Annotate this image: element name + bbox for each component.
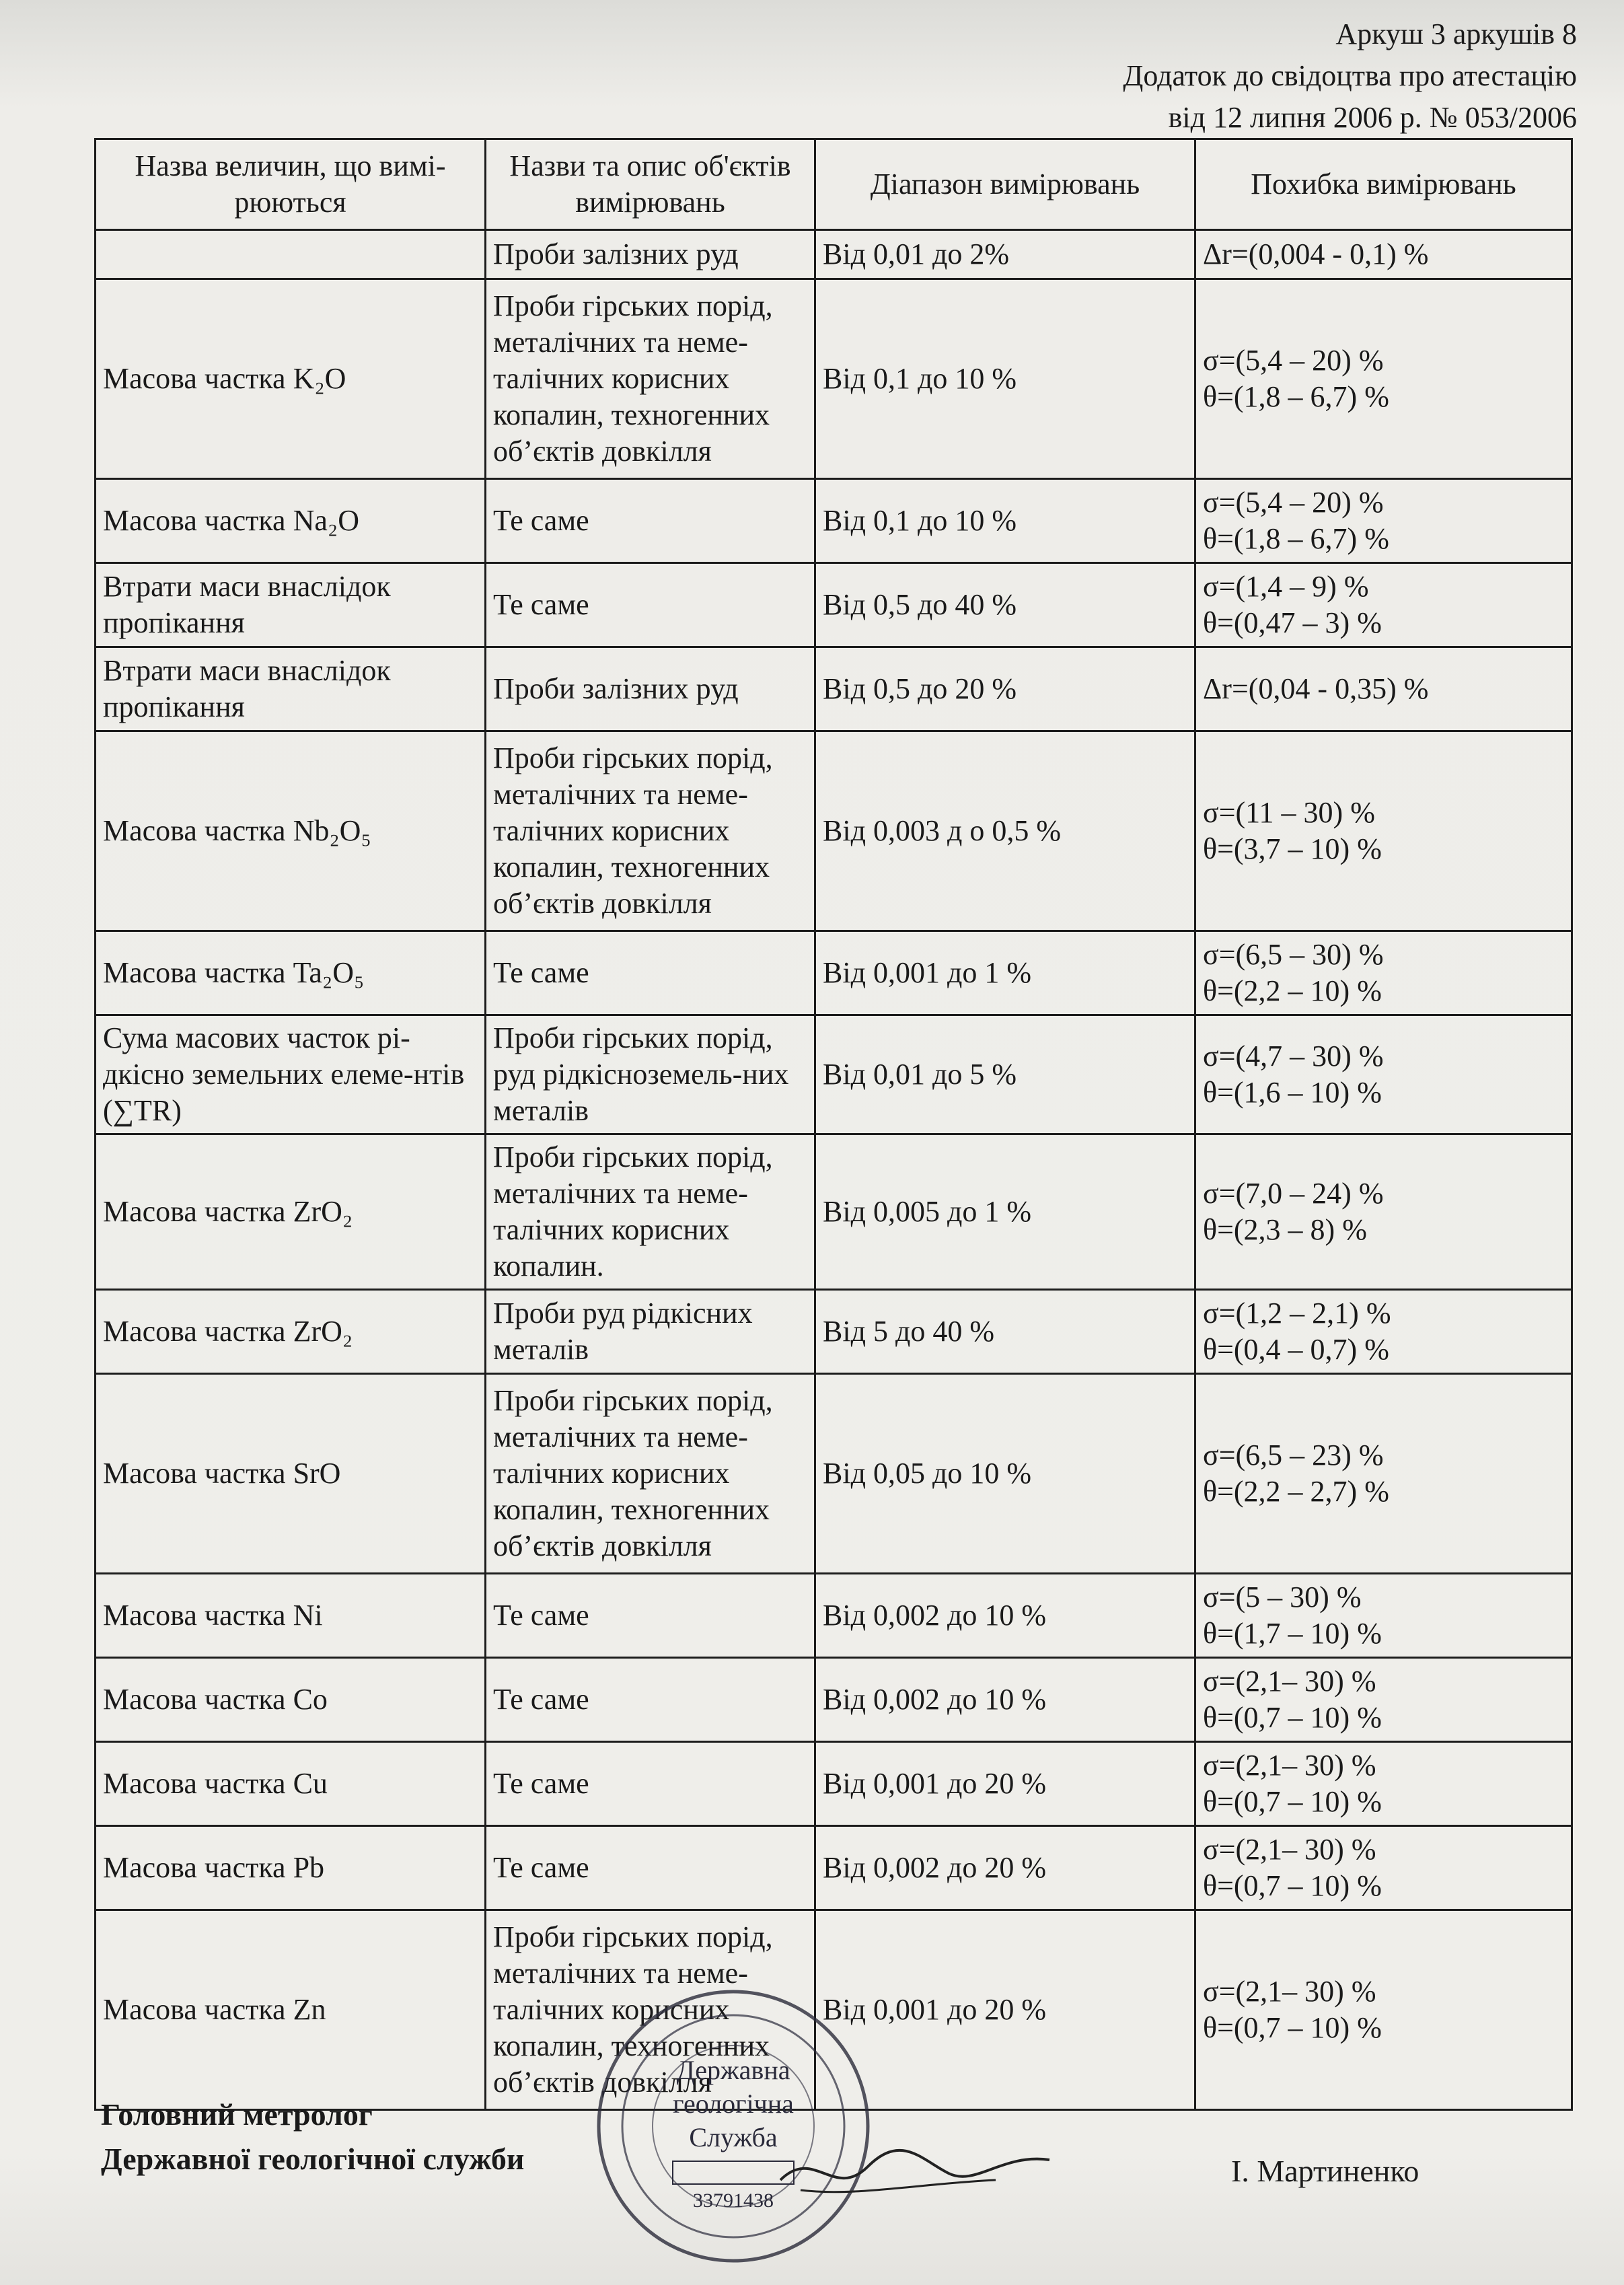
- error-sigma: σ=(1,2 – 2,1) %: [1203, 1297, 1391, 1330]
- appendix-title: Додаток до свідоцтва про атестацію: [1123, 59, 1577, 92]
- error-sigma: σ=(6,5 – 30) %: [1203, 938, 1384, 971]
- table-row: [96, 1134, 1572, 1290]
- error-theta: θ=(1,7 – 10) %: [1203, 1617, 1382, 1650]
- error-sigma: σ=(1,4 – 9) %: [1203, 570, 1369, 603]
- cell-range: Від 5 до 40 %: [815, 1290, 1195, 1374]
- cell-object: Те саме: [486, 1742, 815, 1826]
- signatory-name: І. Мартиненко: [1231, 2154, 1419, 2188]
- error-sigma: σ=(2,1– 30) %: [1203, 1665, 1376, 1698]
- cell-object: Проби гірських порід, металічних та неме-талічних корисних копалин, техногенних об’єктів довкілля: [486, 731, 815, 931]
- cell-quantity: Масова частка Zn: [96, 1910, 486, 2110]
- cell-object: Те саме: [486, 1826, 815, 1910]
- error-sigma: σ=(5 – 30) %: [1203, 1581, 1362, 1613]
- cell-object: Проби руд рідкісних металів: [486, 1290, 815, 1374]
- error-sigma: σ=(2,1– 30) %: [1203, 1833, 1376, 1866]
- cell-range: Від 0,1 до 10 %: [815, 479, 1195, 563]
- header-error: Похибка вимірювань: [1195, 139, 1572, 230]
- error-sigma: σ=(2,1– 30) %: [1203, 1975, 1376, 2008]
- table-row: [96, 1742, 1572, 1826]
- cell-quantity: Масова частка K₂O: [96, 279, 486, 479]
- cell-quantity: Масова частка Co: [96, 1658, 486, 1742]
- cell-quantity: Сума масових часток рі-дкісно земельних елеме-нтів (∑TR): [96, 1015, 486, 1134]
- cell-range: Від 0,002 до 20 %: [815, 1826, 1195, 1910]
- cell-error: [1195, 731, 1572, 931]
- table-row: [96, 1290, 1572, 1374]
- cell-quantity: Масова частка SrO: [96, 1374, 486, 1574]
- cell-error: [1195, 1290, 1572, 1374]
- error-theta: θ=(0,7 – 10) %: [1203, 1869, 1382, 1902]
- cell-error: [1195, 647, 1572, 731]
- table-row: [96, 1574, 1572, 1658]
- cell-quantity: Масова частка Pb: [96, 1826, 486, 1910]
- cell-error: [1195, 1658, 1572, 1742]
- error-theta: θ=(0,7 – 10) %: [1203, 1785, 1382, 1818]
- cell-quantity: Масова частка Ta₂O₅: [96, 931, 486, 1015]
- table-row: [96, 731, 1572, 931]
- error-sigma: σ=(7,0 – 24) %: [1203, 1177, 1384, 1210]
- cell-error: [1195, 279, 1572, 479]
- error-theta: θ=(1,6 – 10) %: [1203, 1076, 1382, 1109]
- table-row: [96, 230, 1572, 279]
- official-seal: [592, 1985, 875, 2268]
- document-header: [1123, 13, 1577, 139]
- cell-object: Проби гірських порід, руд рідкісноземель-них металів: [486, 1015, 815, 1134]
- cell-quantity: Масова частка Nb₂O₅: [96, 731, 486, 931]
- cell-error: [1195, 230, 1572, 279]
- error-theta: θ=(2,3 – 8) %: [1203, 1213, 1367, 1246]
- cell-error: [1195, 1015, 1572, 1134]
- cell-object: Проби гірських порід, металічних та неме-талічних корисних копалин.: [486, 1134, 815, 1290]
- signatory-position: [101, 2093, 524, 2181]
- error-theta: θ=(2,2 – 2,7) %: [1203, 1475, 1389, 1508]
- cell-quantity: Масова частка ZrO₂: [96, 1290, 486, 1374]
- table-row: [96, 647, 1572, 731]
- measurements-table: [94, 138, 1573, 2111]
- cell-error: [1195, 1574, 1572, 1658]
- cell-quantity: Масова частка ZrO₂: [96, 1134, 486, 1290]
- table-row: [96, 1374, 1572, 1574]
- seal-line-1: Державна: [676, 2055, 790, 2085]
- cell-quantity: Масова частка Cu: [96, 1742, 486, 1826]
- seal-code: 33791438: [693, 2189, 774, 2212]
- cell-object: Проби залізних руд: [486, 647, 815, 731]
- table-row: [96, 1658, 1572, 1742]
- error-theta: θ=(0,7 – 10) %: [1203, 2011, 1382, 2044]
- cell-quantity: Масова частка Na₂O: [96, 479, 486, 563]
- error-primary: Δr=(0,04 - 0,35) %: [1203, 672, 1429, 705]
- table-row: [96, 563, 1572, 647]
- cell-object: Те саме: [486, 931, 815, 1015]
- cell-range: Від 0,5 до 20 %: [815, 647, 1195, 731]
- cell-range: Від 0,005 до 1 %: [815, 1134, 1195, 1290]
- table-row: [96, 279, 1572, 479]
- header-range: Діапазон вимірювань: [815, 139, 1195, 230]
- error-theta: θ=(0,47 – 3) %: [1203, 606, 1382, 639]
- cell-range: Від 0,002 до 10 %: [815, 1574, 1195, 1658]
- header-quantity: Назва величин, що вимі-рюються: [96, 139, 486, 230]
- table-header-row: [96, 139, 1572, 230]
- header-objects: Назви та опис об'єктів вимірювань: [486, 139, 815, 230]
- handwritten-signature: [774, 2133, 1056, 2207]
- cell-range: Від 0,003 д о 0,5 %: [815, 731, 1195, 931]
- cell-object: Те саме: [486, 563, 815, 647]
- cell-range: Від 0,05 до 10 %: [815, 1374, 1195, 1574]
- error-theta: θ=(1,8 – 6,7) %: [1203, 380, 1389, 413]
- cell-error: [1195, 563, 1572, 647]
- cell-error: [1195, 1134, 1572, 1290]
- table-row: [96, 931, 1572, 1015]
- table-row: [96, 1826, 1572, 1910]
- cell-range: Від 0,001 до 20 %: [815, 1910, 1195, 2110]
- cell-object: Проби гірських порід, металічних та неме-талічних корисних копалин, техногенних об’єктів довкілля: [486, 1910, 815, 2110]
- seal-line-2: геологічна: [673, 2089, 794, 2119]
- cell-range: Від 0,001 до 1 %: [815, 931, 1195, 1015]
- error-sigma: σ=(11 – 30) %: [1203, 796, 1375, 829]
- cell-error: [1195, 479, 1572, 563]
- cell-object: Те саме: [486, 1658, 815, 1742]
- table-row: [96, 1015, 1572, 1134]
- position-line-2: Державної геологічної служби: [101, 2142, 525, 2176]
- cell-object: Те саме: [486, 479, 815, 563]
- error-primary: Δr=(0,004 - 0,1) %: [1203, 238, 1429, 270]
- error-theta: θ=(2,2 – 10) %: [1203, 974, 1382, 1007]
- certificate-date-number: від 12 липня 2006 р. № 053/2006: [1168, 101, 1577, 134]
- cell-error: [1195, 1374, 1572, 1574]
- error-sigma: σ=(5,4 – 20) %: [1203, 486, 1384, 519]
- cell-error: [1195, 1742, 1572, 1826]
- cell-range: Від 0,002 до 10 %: [815, 1658, 1195, 1742]
- cell-range: Від 0,1 до 10 %: [815, 279, 1195, 479]
- error-theta: θ=(0,7 – 10) %: [1203, 1701, 1382, 1734]
- cell-quantity: Масова частка Ni: [96, 1574, 486, 1658]
- error-theta: θ=(3,7 – 10) %: [1203, 832, 1382, 865]
- seal-line-3: Служба: [689, 2122, 778, 2152]
- position-line-1: Головний метролог: [101, 2097, 373, 2132]
- cell-object: Те саме: [486, 1574, 815, 1658]
- cell-error: [1195, 931, 1572, 1015]
- error-sigma: σ=(4,7 – 30) %: [1203, 1040, 1384, 1073]
- cell-quantity: Втрати маси внаслідок пропікання: [96, 647, 486, 731]
- cell-error: [1195, 1910, 1572, 2110]
- cell-error: [1195, 1826, 1572, 1910]
- error-sigma: σ=(5,4 – 20) %: [1203, 344, 1384, 377]
- cell-object: Проби гірських порід, металічних та неме-талічних корисних копалин, техногенних об’єктів довкілля: [486, 279, 815, 479]
- table-row: [96, 479, 1572, 563]
- cell-object: Проби гірських порід, металічних та неме-талічних корисних копалин, техногенних об’єктів довкілля: [486, 1374, 815, 1574]
- error-sigma: σ=(6,5 – 23) %: [1203, 1439, 1384, 1472]
- sheet-number: Аркуш 3 аркушів 8: [1335, 17, 1577, 50]
- cell-range: Від 0,01 до 2%: [815, 230, 1195, 279]
- cell-range: Від 0,5 до 40 %: [815, 563, 1195, 647]
- error-theta: θ=(1,8 – 6,7) %: [1203, 522, 1389, 555]
- cell-object: Проби залізних руд: [486, 230, 815, 279]
- error-theta: θ=(0,4 – 0,7) %: [1203, 1333, 1389, 1366]
- error-sigma: σ=(2,1– 30) %: [1203, 1749, 1376, 1782]
- cell-quantity: [96, 230, 486, 279]
- cell-range: Від 0,01 до 5 %: [815, 1015, 1195, 1134]
- cell-quantity: Втрати маси внаслідок пропікання: [96, 563, 486, 647]
- cell-range: Від 0,001 до 20 %: [815, 1742, 1195, 1826]
